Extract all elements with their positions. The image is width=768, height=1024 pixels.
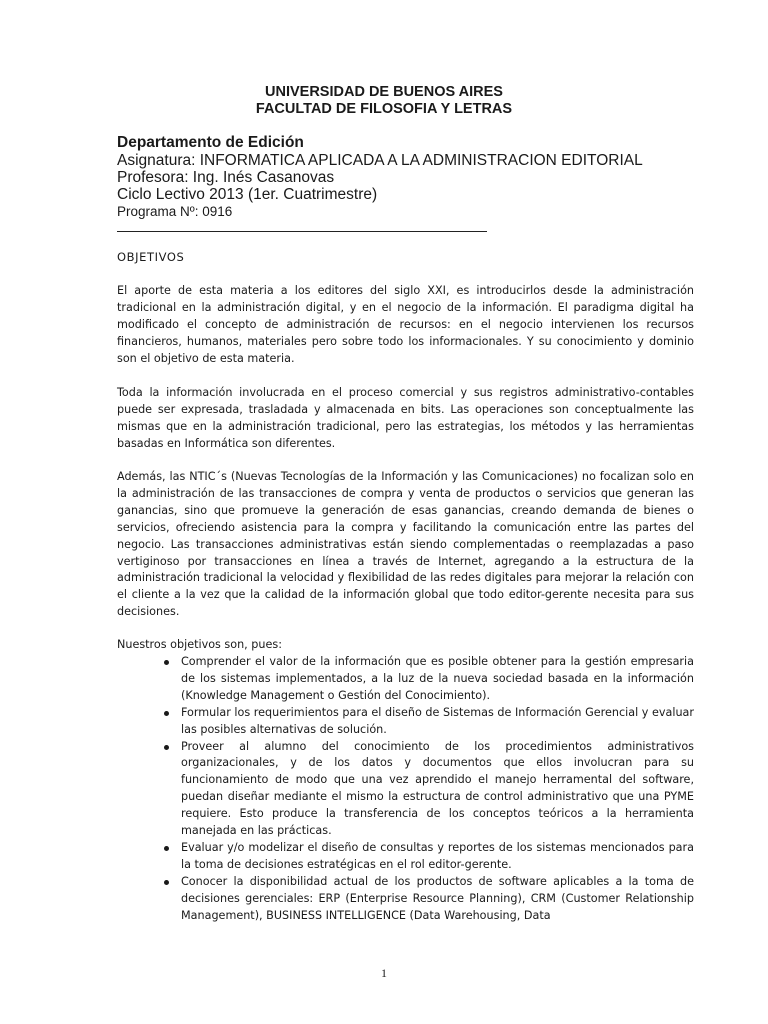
university-title: UNIVERSIDAD DE BUENOS AIRES [265,84,503,100]
objective-item: Evaluar y/o modelizar el diseño de consultas y reportes de los sistemas mencionados para la toma de decisiones estratégicas en el rol editor-gerente. [181,840,694,874]
objectives-list [181,654,694,925]
department-label: Departamento de Edición [117,134,304,151]
paragraph-3: Además, las NTIC´s (Nuevas Tecnologías de la Información y las Comunicaciones) no focalizan solo en la administración de las transacciones de compra y venta de productos o servicios que generan las ganancias, sino que promueve la generación de esas ganancias, creando demanda de bienes o servicios, ofreciendo asistencia para la compra y facilitando la comunicación entre las partes del negocio. Las transacciones administrativas están siendo complementadas o reemplazadas a paso vertiginoso por transacciones en línea a través de Internet, agregando a la estructura de la administración tradicional la velocidad y flexibilidad de las redes digitales para mejorar la relación con el cliente a la vez que la calidad de la información global que todo editor-gerente necesita para sus decisiones. [117,470,694,619]
separator-rule [117,231,487,232]
paragraph-2: Toda la información involucrada en el proceso comercial y sus registros administrativo-contables puede ser expresada, trasladada y almacenada en bits. Las operaciones son conceptualmente las mismas que en la administración tradicional, pero las estrategias, los métodos y las herramientas basadas en Informática son diferentes. [117,386,694,450]
subject-line: Asignatura: INFORMATICA APLICADA A LA ADMINISTRACION EDITORIAL [117,152,643,169]
paragraph-1: El aporte de esta materia a los editores del siglo XXI, es introducirlos desde la administración tradicional en la administración digital, y en el negocio de la información. El paradigma digital ha modificado el concepto de administración de recursos: en el negocio intervienen los recursos financieros, humanos, materiales pero sobre todo los informacionales. Y su conocimiento y dominio son el objetivo de esta materia. [117,284,694,365]
objective-item: Proveer al alumno del conocimiento de los procedimientos administrativos organizacionales, y de los datos y documentos que ellos involucran para su funcionamiento de modo que una vez aprendido el manejo herramental del software, puedan diseñar mediante el mismo la estructura de control administrativo que una PYME requiere. Esto produce la transferencia de los conceptos teóricos a la herramienta manejada en las prácticas. [181,739,694,840]
professor-line: Profesora: Ing. Inés Casanovas [117,169,335,186]
program-line: Programa Nº: 0916 [117,204,233,219]
objective-item: Formular los requerimientos para el diseño de Sistemas de Información Gerencial y evaluar las posibles alternativas de solución. [181,705,694,739]
objective-item: Comprender el valor de la información que es posible obtener para la gestión empresaria de los sistemas implementados, a la luz de la nueva sociedad basada en la información (Knowledge Management o Gestión del Conocimiento). [181,654,694,705]
faculty-title: FACULTAD DE FILOSOFIA Y LETRAS [255,101,513,117]
section-title: OBJETIVOS [117,250,185,264]
cycle-line: Ciclo Lectivo 2013 (1er. Cuatrimestre) [117,186,378,203]
page-number: 1 [381,966,387,980]
objectives-intro: Nuestros objetivos son, pues: [117,638,282,651]
objective-item: Conocer la disponibilidad actual de los productos de software aplicables a la toma de decisiones gerenciales: ERP (Enterprise Resource Planning), CRM (Customer Relationship Management), BUSINESS INTELLIGENCE (Data Warehousing, Data [181,874,694,925]
